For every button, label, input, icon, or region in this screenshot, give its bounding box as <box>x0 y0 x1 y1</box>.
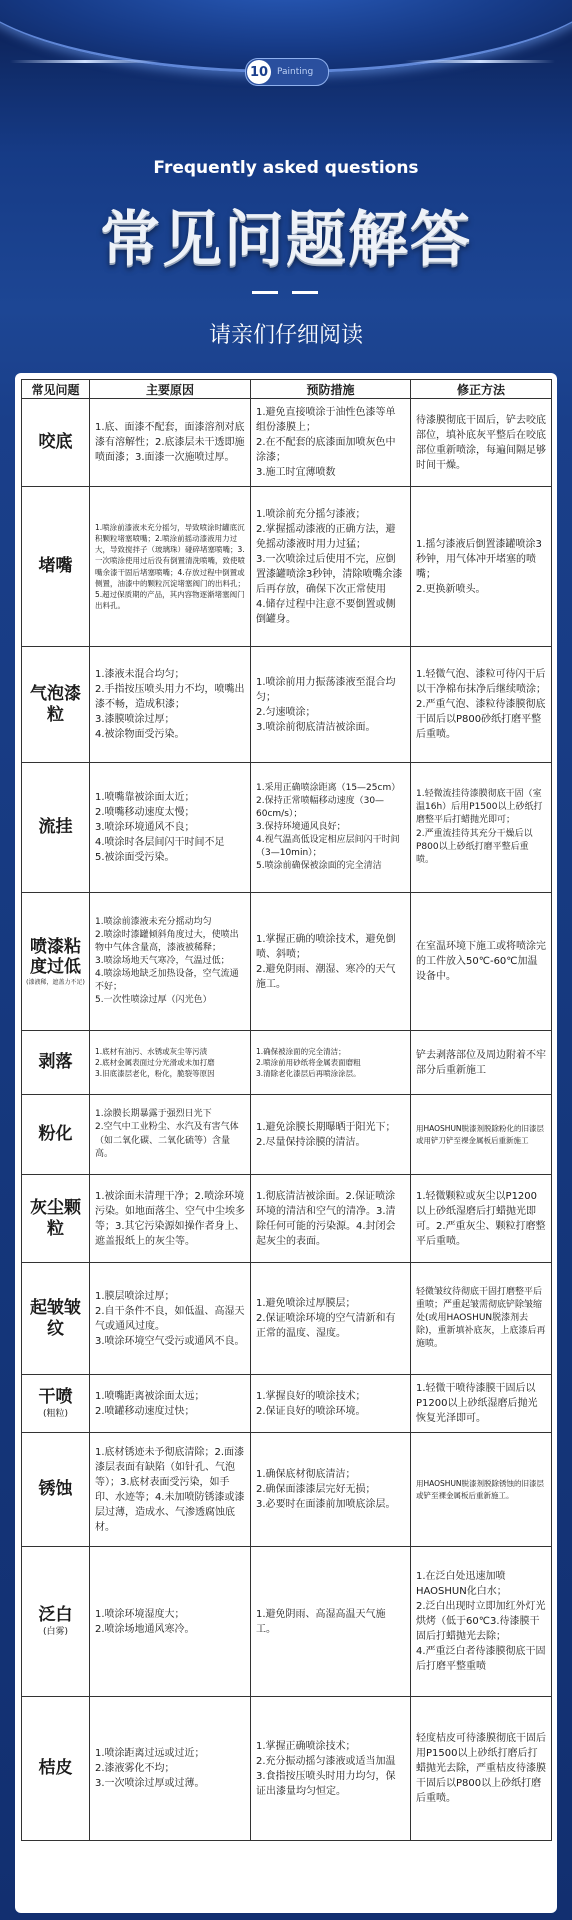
fix-cell: 1.在泛白处迅速加喷HAOSHUN化白水； 2.泛白出现时立即加红外灯光烘烤（低于60℃3.待漆膜干固后打蜡抛光去除； 4.严重泛白者待漆膜彻底干固后打磨平整重喷 <box>411 1547 552 1697</box>
issue-cell <box>22 487 90 647</box>
issue-name: 流挂 <box>38 817 73 838</box>
issue-note: (白雾) <box>42 1627 69 1638</box>
table-row <box>22 1031 552 1095</box>
issue-cell <box>22 1375 90 1433</box>
table-row <box>22 487 552 647</box>
cause-cell: 1.漆液未混合均匀； 2.手指按压喷头用力不均，喷嘴出漆不畅，造成积漆； 3.漆膜喷涂过厚； 4.被涂物面受污染。 <box>90 647 251 763</box>
fix-cell: 用HAOSHUN脱漆剂脱除粉化的旧漆层或用铲刀铲至裸金属板后重新施工 <box>411 1095 552 1175</box>
table-header-row <box>22 380 552 399</box>
issue-name: 剥落 <box>38 1052 73 1073</box>
title-english: Frequently asked questions <box>153 158 419 178</box>
prevention-cell: 1.喷涂前充分摇匀漆液； 2.掌握摇动漆液的正确方法，避免摇动漆液时用力过猛； 3.一次喷涂过后使用不完，应倒置漆罐喷涂3秒钟，清除喷嘴余漆后再存放，确保下次正常使用 4.储存过程中注意不要倒置或侧倒罐身。 <box>251 487 411 647</box>
subtitle: 请亲们仔细阅读 <box>208 323 363 348</box>
issue-note: (粗粒) <box>42 1409 69 1420</box>
fix-cell: 1.轻微流挂待漆膜彻底干固（室温16h）后用P1500以上砂纸打磨整平后打蜡抛光即可； 2.严重流挂待其充分干燥后以P800以上砂纸打磨平整后重喷。 <box>411 763 552 893</box>
prevention-cell: 1.避免直接喷涂于油性色漆等单组份漆膜上； 2.在不配套的底漆面加喷灰色中涂漆； 3.施工时宜薄喷数 <box>251 399 411 487</box>
prevention-cell: 1.彻底清洁被涂面。2.保证喷涂环境的清洁和空气的清净。3.清除任何可能的污染源。4.封闭会起灰尘的表面。 <box>251 1175 411 1263</box>
table-row <box>22 1697 552 1841</box>
issue-cell <box>22 1263 90 1375</box>
issue-cell <box>22 399 90 487</box>
table-row <box>22 1433 552 1547</box>
title-chinese: 常见问题解答 <box>100 205 472 275</box>
issue-cell <box>22 763 90 893</box>
fix-cell: 1.摇匀漆液后倒置漆罐喷涂3秒钟，用气体冲开堵塞的喷嘴； 2.更换新喷头。 <box>411 487 552 647</box>
prevention-cell: 1.避免喷涂过厚膜层； 2.保证喷涂环境的空气清新和有正常的温度、湿度。 <box>251 1263 411 1375</box>
title-divider-left <box>252 291 278 294</box>
prevention-cell: 1.避免涂膜长期曝晒于阳光下； 2.尽量保持涂膜的清洁。 <box>251 1095 411 1175</box>
issue-cell <box>22 1697 90 1841</box>
table-row <box>22 1095 552 1175</box>
fix-cell: 1.轻微颗粒或灰尘以P1200以上砂纸湿磨后打蜡抛光即可。2.严重灰尘、颗粒打磨整平后重喷。 <box>411 1175 552 1263</box>
cause-cell: 1.涂膜长期暴露于强烈日光下 2.空气中工业粉尘、水汽及有害气体（如二氧化碳、二氧化硫等）含量高。 <box>90 1095 251 1175</box>
fix-cell: 待漆膜彻底干固后，铲去咬底部位，填补底灰平整后在咬底部位重新喷涂，每遍间隔足够时间干燥。 <box>411 399 552 487</box>
cause-cell: 1.底、面漆不配套，面漆溶剂对底漆有溶解性；2.底漆层未干透即施喷面漆；3.面漆一次施喷过厚。 <box>90 399 251 487</box>
issue-name: 咬底 <box>38 432 73 453</box>
table-row <box>22 893 552 1031</box>
prevention-cell: 1.掌握正确的喷涂技术，避免倒喷、斜喷； 2.避免阴雨、潮湿、寒冷的天气施工。 <box>251 893 411 1031</box>
cause-cell: 1.喷涂前漆液未充分摇匀，导致喷涂时罐底沉积颗粒堵塞喷嘴；2.喷涂前摇动漆液用力过大，导致搅拌子（玻璃珠）碰碎堵塞喷嘴；3.一次喷涂使用过后没有倒置清洗喷嘴，致使喷嘴余漆干固后堵塞喷嘴；4.存放过程中倒置或侧置，油漆中的颗粒沉淀堵塞阀门的出料孔；5.超过保质期的产品，其内容物逐渐堵塞阀门出料孔。 <box>90 487 251 647</box>
table-row <box>22 763 552 893</box>
cause-cell: 1.底材锈迹未予彻底清除；2.面漆漆层表面有缺陷（如针孔、气泡等）；3.底材表面受污染，如手印、水迹等；4.未加喷防锈漆或漆层过薄，造成水、气渗透腐蚀底材。 <box>90 1433 251 1547</box>
issue-name: 堵嘴 <box>38 556 73 577</box>
fix-cell: 在室温环境下施工或将喷涂完的工件放入50℃-60℃加温设备中。 <box>411 893 552 1031</box>
issue-cell <box>22 1095 90 1175</box>
issue-name: 喷漆粘度过低 <box>30 936 81 977</box>
fix-cell: 轻微皱纹待彻底干固打磨整平后重喷；严重起皱需彻底铲除皱缩处(或用HAOSHUN脱漆剂去除)，重新填补底灰，上底漆后再施喷。 <box>411 1263 552 1375</box>
issue-name: 桔皮 <box>38 1758 73 1779</box>
badge-number: 10 <box>247 60 271 84</box>
table-row <box>22 1175 552 1263</box>
table-row <box>22 1547 552 1697</box>
table-row <box>22 1375 552 1433</box>
table-row <box>22 399 552 487</box>
issue-name: 灰尘颗粒 <box>30 1198 81 1239</box>
issue-cell <box>22 1175 90 1263</box>
column-header-fix: 修正方法 <box>411 380 552 399</box>
prevention-cell: 1.掌握良好的喷涂技术； 2.保证良好的喷涂环境。 <box>251 1375 411 1433</box>
faq-table <box>21 379 552 1841</box>
cause-cell: 1.喷涂距离过远或过近； 2.漆液雾化不均； 3.一次喷涂过厚或过薄。 <box>90 1697 251 1841</box>
table-row <box>22 647 552 763</box>
issue-name: 气泡漆粒 <box>30 684 81 725</box>
cause-cell: 1.底材有油污、水锈或灰尘等污渍 2.底材金属表面过分光滑或未加打磨 3.旧底漆层老化，粉化，脆裂等原因 <box>90 1031 251 1095</box>
issue-name: 粉化 <box>38 1124 73 1145</box>
cause-cell: 1.喷嘴靠被涂面太近； 2.喷嘴移动速度太慢； 3.喷涂环境通风不良； 4.喷涂时各层间闪干时间不足 5.被涂面受污染。 <box>90 763 251 893</box>
cause-cell: 1.喷涂环境湿度大； 2.喷涂场地通风寒冷。 <box>90 1547 251 1697</box>
light-streak-right <box>405 60 555 63</box>
title-divider-right <box>292 291 318 294</box>
issue-cell <box>22 1433 90 1547</box>
fix-cell: 1.轻微气泡、漆粒可待闪干后以干净棉布抹净后继续喷涂； 2.严重气泡、漆粒待漆膜彻底干固后以P800砂纸打磨平整后重喷。 <box>411 647 552 763</box>
column-header-cause: 主要原因 <box>90 380 251 399</box>
issue-note: (漆液稀，遮盖力不足) <box>26 979 85 987</box>
fix-cell: 轻度桔皮可待漆膜彻底干固后用P1500以上砂纸打磨后打蜡抛光去除，严重桔皮待漆膜干固后以P800以上砂纸打磨后重喷。 <box>411 1697 552 1841</box>
issue-cell <box>22 1031 90 1095</box>
fix-cell: 用HAOSHUN脱漆剂脱除锈蚀的旧漆层或铲至裸金属板后重新施工。 <box>411 1433 552 1547</box>
issue-name: 泛白 <box>38 1604 73 1625</box>
prevention-cell: 1.确保底材彻底清洁； 2.确保面漆漆层完好无损； 3.必要时在面漆前加喷底涂层。 <box>251 1433 411 1547</box>
issue-cell <box>22 647 90 763</box>
page-number-badge <box>245 58 329 86</box>
cause-cell: 1.被涂面未清理干净；2.喷涂环境污染。如地面落尘、空气中尘埃多等；3.其它污染源如操作者身上、遮盖报纸上的灰尘等。 <box>90 1175 251 1263</box>
issue-name: 锈蚀 <box>38 1479 73 1500</box>
cause-cell: 1.喷涂前漆液未充分摇动均匀 2.喷涂时漆罐倾斜角度过大，使喷出物中气体含量高，漆液被稀释； 3.喷涂场地天气寒冷，气温过低； 4.喷涂场地缺乏加热设备，空气流通不好； 5.一次性喷涂过厚（闪光色） <box>90 893 251 1031</box>
light-streak-left <box>10 60 160 63</box>
prevention-cell: 1.确保被涂面的完全清洁； 2.喷涂前用砂纸将金属表面磨粗 3.清除老化漆层后再喷涂涂层。 <box>251 1031 411 1095</box>
issue-name: 起皱皱纹 <box>30 1298 81 1339</box>
column-header-prevention: 预防措施 <box>251 380 411 399</box>
cause-cell: 1.喷嘴距离被涂面太远； 2.喷罐移动速度过快； <box>90 1375 251 1433</box>
prevention-cell: 1.采用正确喷涂距离（15—25cm）2.保持正常喷幅移动速度（30—60cm/s）； 3.保持环境通风良好； 4.视气温高低设定相应层间闪干时间（3—10min）； 5.喷涂前确保被涂面的完全清洁 <box>251 763 411 893</box>
fix-cell: 1.轻微干喷待漆膜干固后以P1200以上砂纸湿磨后抛光恢复光泽即可。 <box>411 1375 552 1433</box>
fix-cell: 铲去剥落部位及周边附着不牢部分后重新施工 <box>411 1031 552 1095</box>
cause-cell: 1.膜层喷涂过厚； 2.自干条件不良，如低温、高湿天气或通风过度。 3.喷涂环境空气受污或通风不良。 <box>90 1263 251 1375</box>
badge-word: Painting <box>277 67 314 77</box>
prevention-cell: 1.掌握正确喷涂技术； 2.充分振动摇匀漆液或适当加温 3.食指按压喷头时用力均匀，保证出漆量均匀恒定。 <box>251 1697 411 1841</box>
prevention-cell: 1.喷涂前用力振荡漆液至混合均匀； 2.匀速喷涂； 3.喷涂前彻底清洁被涂面。 <box>251 647 411 763</box>
table-row <box>22 1263 552 1375</box>
issue-cell <box>22 1547 90 1697</box>
faq-card <box>15 373 557 1913</box>
issue-cell <box>22 893 90 1031</box>
issue-name: 干喷 <box>38 1386 73 1407</box>
column-header-issue: 常见问题 <box>22 380 90 399</box>
prevention-cell: 1.避免阴雨、高湿高温天气施工。 <box>251 1547 411 1697</box>
